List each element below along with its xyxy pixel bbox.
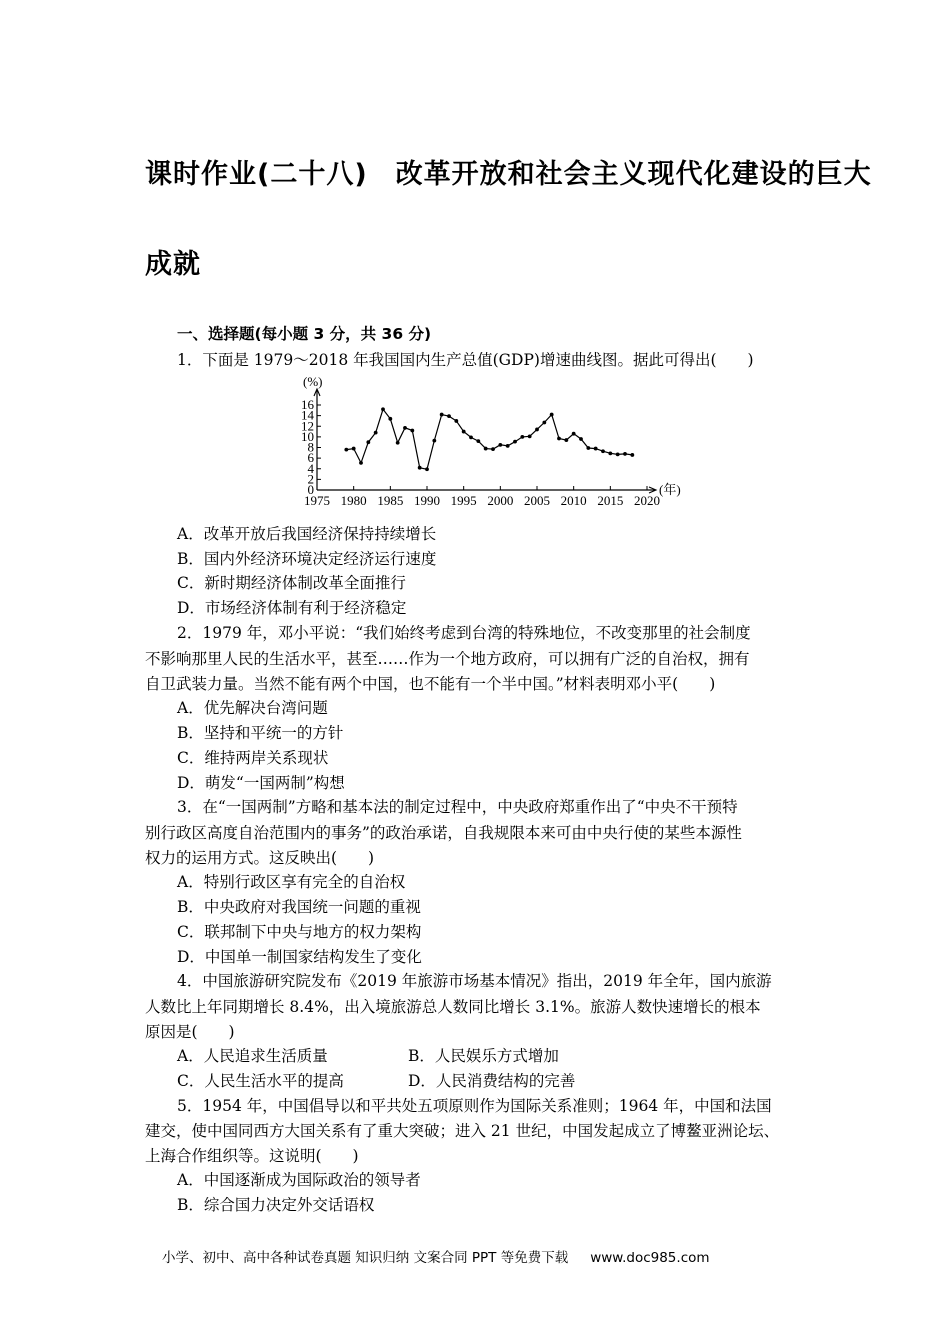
footer xyxy=(162,1246,710,1266)
y-tick-label: 10 xyxy=(301,428,314,444)
gdp-data-point xyxy=(432,439,436,443)
q3-option-d[interactable]: D．中国单一制国家结构发生了变化 xyxy=(177,948,422,966)
footer-text: 小学、初中、高中各种试卷真题 知识归纳 文案合同 PPT 等免费下载 xyxy=(162,1250,569,1266)
q4-option-b[interactable]: B．人民娱乐方式增加 xyxy=(408,1047,559,1065)
y-tick-label: 14 xyxy=(301,407,314,423)
gdp-data-point xyxy=(630,453,634,457)
gdp-data-point xyxy=(359,461,363,465)
q4-stem-line1: 4．中国旅游研究院发布《2019 年旅游市场基本情况》指出，2019 年全年，国内旅游 xyxy=(177,972,772,990)
gdp-data-point xyxy=(520,435,524,439)
gdp-data-point xyxy=(550,413,554,417)
q4-option-c[interactable]: C．人民生活水平的提高 xyxy=(177,1072,344,1090)
gdp-data-point xyxy=(403,426,407,430)
gdp-data-point xyxy=(528,434,532,438)
gdp-data-point xyxy=(469,436,473,440)
q2-option-b[interactable]: B．坚持和平统一的方针 xyxy=(177,724,344,742)
q1-option-c[interactable]: C．新时期经济体制改革全面推行 xyxy=(177,574,406,592)
x-tick-label: 1985 xyxy=(377,493,404,508)
gdp-data-point xyxy=(506,444,510,448)
gdp-data-point xyxy=(542,421,546,425)
y-tick-label: 2 xyxy=(307,471,314,487)
gdp-data-point xyxy=(491,447,495,451)
q3-stem-line1: 3．在“一国两制”方略和基本法的制定过程中，中央政府郑重作出了“中央不干预特 xyxy=(177,798,738,816)
y-tick-label: 6 xyxy=(307,450,314,466)
q3-option-c[interactable]: C．联邦制下中央与地方的权力架构 xyxy=(177,923,422,941)
gdp-data-point xyxy=(557,437,561,441)
y-tick-label: 8 xyxy=(307,439,314,455)
gdp-data-point xyxy=(366,440,370,444)
y-tick-label: 0 xyxy=(307,482,314,497)
q1-stem: 1．下面是 1979～2018 年我国国内生产总值(GDP)增速曲线图。据此可得出( ) xyxy=(177,351,754,369)
q2-option-c[interactable]: C．维持两岸关系现状 xyxy=(177,749,329,767)
q2-stem-line3: 自卫武装力量。当然不能有两个中国，也不能有一个半中国。”材料表明邓小平( ) xyxy=(145,675,716,693)
q4-option-a[interactable]: A．人民追求生活质量 xyxy=(177,1047,328,1065)
section-heading: 一、选择题(每小题 3 分，共 36 分) xyxy=(177,325,432,343)
q2-option-d[interactable]: D．萌发“一国两制”构想 xyxy=(177,774,345,792)
x-tick-label: 2005 xyxy=(524,493,550,508)
q5-stem-line1: 5．1954 年，中国倡导以和平共处五项原则作为国际关系准则；1964 年，中国和法国 xyxy=(177,1097,772,1115)
gdp-data-point xyxy=(352,447,356,451)
q4-stem-line3: 原因是( ) xyxy=(145,1023,235,1041)
gdp-data-point xyxy=(447,414,451,418)
gdp-data-point xyxy=(425,467,429,471)
q5-stem-line3: 上海合作组织等。这说明( ) xyxy=(145,1147,359,1165)
gdp-data-point xyxy=(476,439,480,443)
gdp-data-point xyxy=(572,432,576,436)
gdp-data-point xyxy=(616,453,620,457)
q2-stem-line1: 2．1979 年，邓小平说：“我们始终考虑到台湾的特殊地位，不改变那里的社会制度 xyxy=(177,624,751,642)
q5-stem-line2: 建交，使中国同西方大国关系有了重大突破；进入 21 世纪，中国发起成立了博鳌亚洲论坛、 xyxy=(145,1122,780,1140)
gdp-data-point xyxy=(601,449,605,453)
gdp-data-point xyxy=(608,451,612,455)
gdp-data-point xyxy=(381,407,385,411)
gdp-data-point xyxy=(418,466,422,470)
q5-option-b[interactable]: B．综合国力决定外交话语权 xyxy=(177,1196,375,1214)
y-tick-label: 4 xyxy=(307,460,314,476)
q1-option-d[interactable]: D．市场经济体制有利于经济稳定 xyxy=(177,599,407,617)
page-title-line1: 课时作业(二十八) 改革开放和社会主义现代化建设的巨大 xyxy=(145,159,872,190)
gdp-data-point xyxy=(454,419,458,423)
gdp-data-point xyxy=(564,438,568,442)
gdp-data-point xyxy=(462,430,466,434)
footer-url[interactable]: www.doc985.com xyxy=(590,1250,710,1266)
gdp-data-point xyxy=(498,443,502,447)
gdp-data-point xyxy=(623,452,627,456)
x-axis-label: (年) xyxy=(659,482,681,497)
y-tick-label: 12 xyxy=(301,418,314,434)
q1-option-b[interactable]: B．国内外经济环境决定经济运行速度 xyxy=(177,550,437,568)
x-tick-label: 2000 xyxy=(487,493,514,508)
gdp-chart xyxy=(295,372,695,512)
x-tick-label: 1975 xyxy=(304,493,330,508)
x-tick-label: 1990 xyxy=(414,493,440,508)
gdp-data-point xyxy=(594,447,598,451)
x-tick-label: 2020 xyxy=(634,493,660,508)
q3-stem-line2: 别行政区高度自治范围内的事务”的政治承诺，自我规限本来可由中央行使的某些本源性 xyxy=(145,824,742,842)
gdp-data-point xyxy=(535,428,539,432)
q4-option-d[interactable]: D．人民消费结构的完善 xyxy=(408,1072,576,1090)
gdp-data-point xyxy=(484,447,488,451)
page-title-line2: 成就 xyxy=(145,249,201,280)
q3-option-b[interactable]: B．中央政府对我国统一问题的重视 xyxy=(177,898,421,916)
q3-option-a[interactable]: A．特别行政区享有完全的自治权 xyxy=(177,873,406,891)
q3-stem-line3: 权力的运用方式。这反映出( ) xyxy=(145,849,375,867)
q4-stem-line2: 人数比上年同期增长 8.4%，出入境旅游总人数同比增长 3.1%。旅游人数快速增长的根本 xyxy=(145,998,761,1016)
gdp-data-point xyxy=(586,446,590,450)
gdp-data-point xyxy=(579,437,583,441)
gdp-data-point xyxy=(513,440,517,444)
gdp-data-point xyxy=(440,413,444,417)
q5-option-a[interactable]: A．中国逐渐成为国际政治的领导者 xyxy=(177,1171,421,1189)
y-tick-label: 16 xyxy=(301,397,314,412)
gdp-data-point xyxy=(388,417,392,421)
gdp-data-point xyxy=(396,441,400,445)
gdp-data-point xyxy=(344,448,348,452)
gdp-data-point xyxy=(410,429,414,433)
q2-option-a[interactable]: A．优先解决台湾问题 xyxy=(177,699,328,717)
y-axis-label: (%) xyxy=(303,374,323,389)
x-tick-label: 1995 xyxy=(450,493,477,508)
q1-option-a[interactable]: A．改革开放后我国经济保持持续增长 xyxy=(177,525,437,543)
gdp-data-point xyxy=(374,431,378,435)
x-tick-label: 1980 xyxy=(340,493,367,508)
x-tick-label: 2010 xyxy=(560,493,587,508)
x-tick-label: 2015 xyxy=(597,493,624,508)
q2-stem-line2: 不影响那里人民的生活水平，甚至……作为一个地方政府，可以拥有广泛的自治权，拥有 xyxy=(145,650,750,668)
